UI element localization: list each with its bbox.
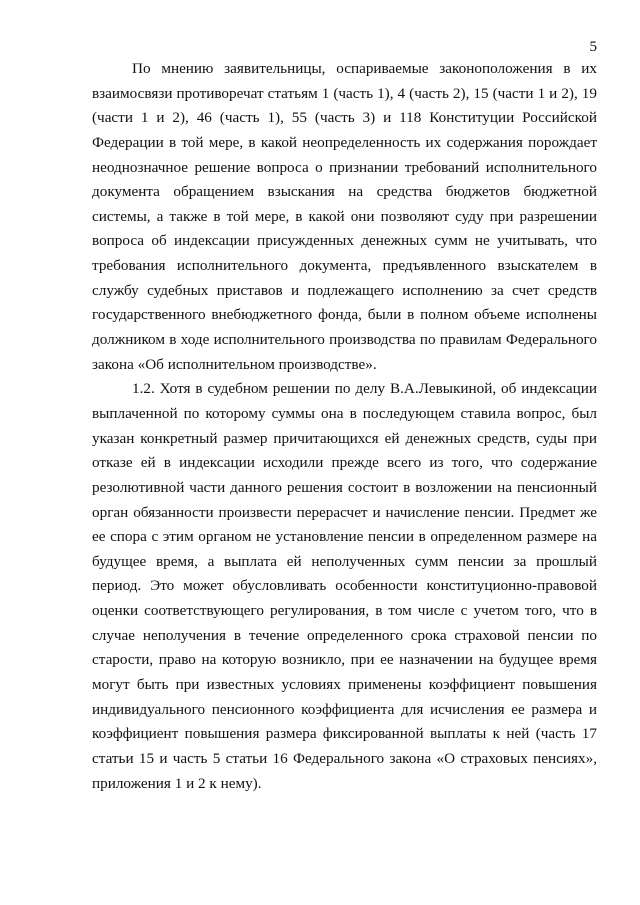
text-line: Федерации в той мере, в какой неопределенность их содержания порождает: [92, 133, 597, 151]
text-line: период. Это может обусловливать особенности конституционно-правовой: [92, 577, 597, 595]
text-line: По мнению заявительницы, оспариваемые законоположения в их: [132, 60, 597, 77]
text-line: индивидуального пенсионного коэффициента для исчисления ее размера и: [92, 700, 597, 718]
text-line: выплаченной по которому суммы она в последующем ставила вопрос, был: [92, 404, 597, 422]
text-line: статьи 15 и часть 5 статьи 16 Федерального закона «О страховых пенсиях»,: [92, 749, 597, 767]
text-line: должником в ходе исполнительного производства по правилам Федерального: [92, 331, 597, 349]
text-line: будущее время, а выплата ей неполученных сумм пенсии за прошлый: [92, 552, 597, 570]
text-line: 1.2. Хотя в судебном решении по делу В.А.Левыкиной, об индексации: [132, 380, 597, 398]
text-line: документа обращением взыскания на средства бюджетов бюджетной: [92, 183, 597, 201]
text-line: вопроса об индексации присужденных денежных сумм не учитывать, что: [92, 232, 597, 250]
text-line: ее спора с этим органом не установление пенсии в определенном размере на: [92, 528, 597, 546]
text-line: требования исполнительного документа, предъявленного взыскателем в: [92, 257, 597, 275]
text-line: указан конкретный размер причитающихся ей денежных средств, суды при: [92, 429, 597, 447]
text-line: отказе ей в индексации исходили прежде всего из того, что содержание: [92, 454, 597, 472]
text-line: приложения 1 и 2 к нему).: [92, 774, 262, 792]
text-line: резолютивной части данного решения состоит в возложении на пенсионный: [92, 478, 597, 496]
text-line: закона «Об исполнительном производстве».: [92, 355, 377, 373]
text-line: взаимосвязи противоречат статьям 1 (часть 1), 4 (часть 2), 15 (части 1 и 2), 19: [92, 84, 597, 102]
text-line: коэффициент повышения размера фиксированной выплаты к ней (часть 17: [92, 725, 597, 743]
page-number: 5: [589, 39, 597, 55]
text-line: могут быть при известных условиях применены коэффициент повышения: [92, 676, 597, 694]
text-line: оценки соответствующего регулирования, в том числе с учетом того, что в: [92, 602, 597, 620]
text-line: случае неполучения в течение определенного срока страховой пенсии по: [92, 626, 597, 644]
text-line: (части 1 и 2), 46 (часть 1), 55 (часть 3) и 118 Конституции Российской: [92, 109, 597, 127]
text-line: системы, а также в той мере, в какой они позволяют суду при разрешении: [92, 207, 597, 225]
text-line: старости, право на которую возникло, при ее назначении на будущее время: [92, 651, 597, 669]
text-line: службу судебных приставов и подлежащего исполнению за счет средств: [92, 281, 597, 299]
document-body: [92, 57, 597, 796]
text-line: государственного внебюджетного фонда, были в полном объеме исполнены: [92, 306, 597, 324]
text-line: орган обязанности произвести перерасчет и начисление пенсии. Предмет же: [92, 503, 597, 521]
text-line: неоднозначное решение вопроса о признании требований исполнительного: [92, 158, 597, 176]
